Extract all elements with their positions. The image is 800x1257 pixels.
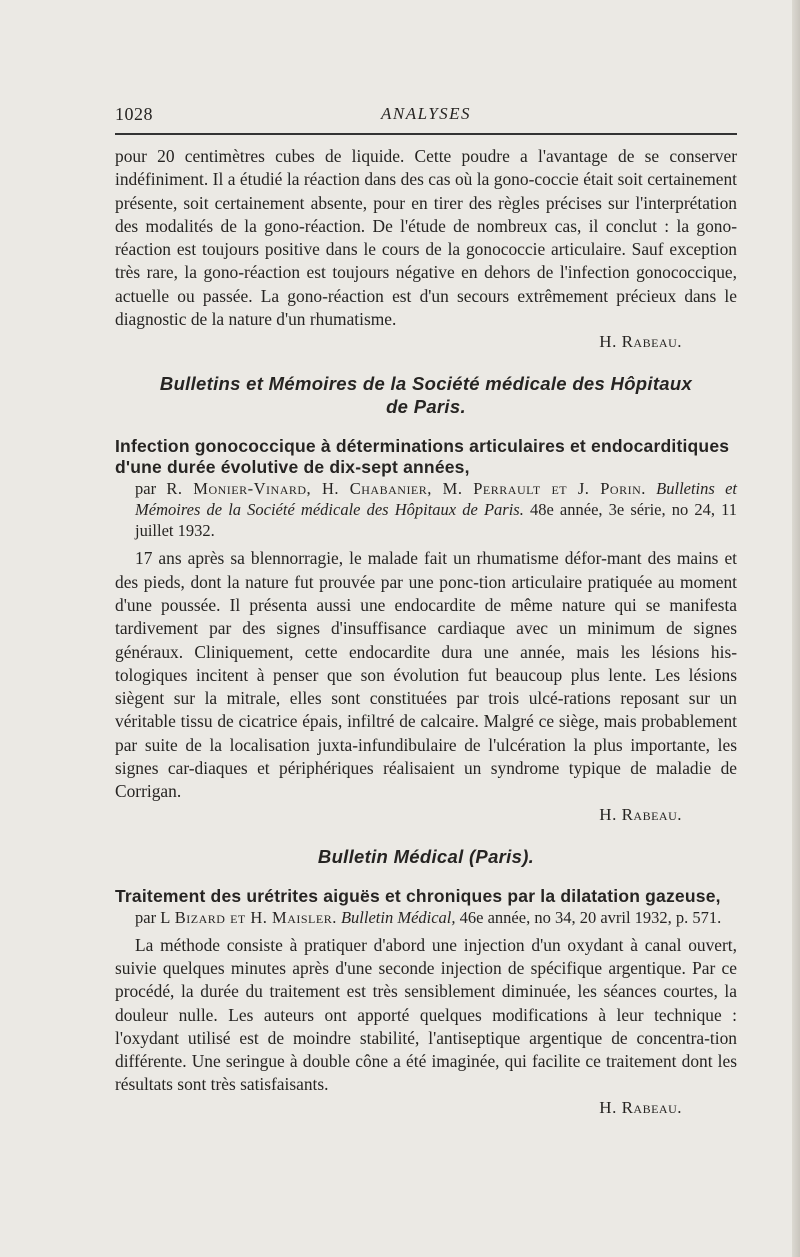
byline-source: Bulletins et Mémoires de la Société médicale des Hôpitaux de Paris. (135, 479, 738, 520)
byline-source: Bulletin Médical, (340, 907, 456, 927)
article-byline (115, 478, 737, 541)
journal-heading-line1: Bulletin Médical (Paris). (317, 845, 535, 867)
article-body: La méthode consiste à pratiquer d'abord une injection d'un oxydant à canal ouvert, suivie quelques minutes après d'une seconde injection de spécifique argentique. Par ce procédé, la durée du traitement est très sensiblement diminuée, les séances courtes, la douleur nulle. Les auteurs ont apporté quelques modifications à leur technique : l'oxydant utilisé est de moindre stabilité, l'antiseptique argentique de concentra-tion différente. Une seringue à double cône a été imaginée, qui facilite ce traitement dont les résultats sont très satisfaisants. (115, 934, 737, 1095)
signature: H. Rabeau. (599, 332, 682, 352)
page-content (115, 145, 737, 1118)
journal-heading (115, 845, 737, 868)
byline-prefix: par (135, 479, 157, 499)
page-edge-shadow (792, 0, 800, 1257)
page-number: 1028 (115, 104, 153, 124)
journal-heading-line2: de Paris. (386, 396, 466, 418)
article-body: 17 ans après sa blennorragie, le malade fait un rhumatisme défor-mant des mains et des pieds, dont la nature fut prouvée par une ponc-tion articulaire pratiquée au moment d'une poussée. Il présenta aussi une endocardite de même nature qui se manifesta tardivement par des signes d'insuffisance cardiaque avec un minimum de signes généraux. Cliniquement, cette endocardite dura une année, mais les lésions his-tologiques incitent à penser que son évolution fut beaucoup plus lente. Les lésions siègent sur la mitrale, elles sont constituées par trois ulcé-rations reposant sur un véritable tissu de cicatrice épais, infiltré de calcaire. Malgré ce siège, mais probablement par suite de la localisation juxta-infundibulaire de l'ulcération la plus importante, les signes car-diaques et périphériques réalisaient un syndrome typique de maladie de Corrigan. (115, 548, 737, 802)
header-rule (115, 133, 737, 135)
byline-prefix: par (135, 907, 157, 927)
article-title-text: Infection gonococcique à déterminations articulaires et endocarditiques d'une durée évolutive de dix-sept années, (115, 436, 730, 478)
continued-paragraph: pour 20 centimètres cubes de liquide. Cette poudre a l'avantage de se conserver indéfiniment. Il a étudié la réaction dans des cas où la gono-coccie était soit certainement présente, soit certainement absente, pour en tirer des règles précises sur l'interprétation des modalités de la gono-réaction. De l'étude de nombreux cas, il conclut : la gono-réaction est toujours positive dans le cours de la gonococcie articulaire. Sauf exception très rare, la gono-réaction est toujours négative en dehors de l'infection gonococcique, actuelle ou passée. La gono-réaction est d'un secours extrêmement précieux dans le diagnostic de la nature d'un rhumatisme. (115, 146, 737, 330)
byline-authors: L Bizard et H. Maisler. (160, 907, 337, 927)
journal-heading-line1: Bulletins et Mémoires de la Société médicale des Hôpitaux (159, 373, 693, 395)
article-title (115, 436, 737, 478)
byline-authors: R. Monier-Vinard, H. Chabanier, M. Perrault et J. Porin. (166, 479, 646, 499)
signature: H. Rabeau. (599, 804, 682, 824)
byline-citation: 48e année, 3e série, no 24, 11 juillet 1932. (135, 500, 737, 541)
page-header (115, 104, 737, 128)
article-title-text: Traitement des urétrites aiguës et chroniques par la dilatation gazeuse, (115, 885, 721, 906)
byline-citation: 46e année, no 34, 20 avril 1932, p. 571. (459, 907, 722, 927)
article-byline (115, 907, 737, 928)
signature: H. Rabeau. (599, 1097, 682, 1117)
journal-heading (115, 372, 737, 418)
running-title: ANALYSES (380, 104, 472, 123)
article-title (115, 886, 737, 907)
